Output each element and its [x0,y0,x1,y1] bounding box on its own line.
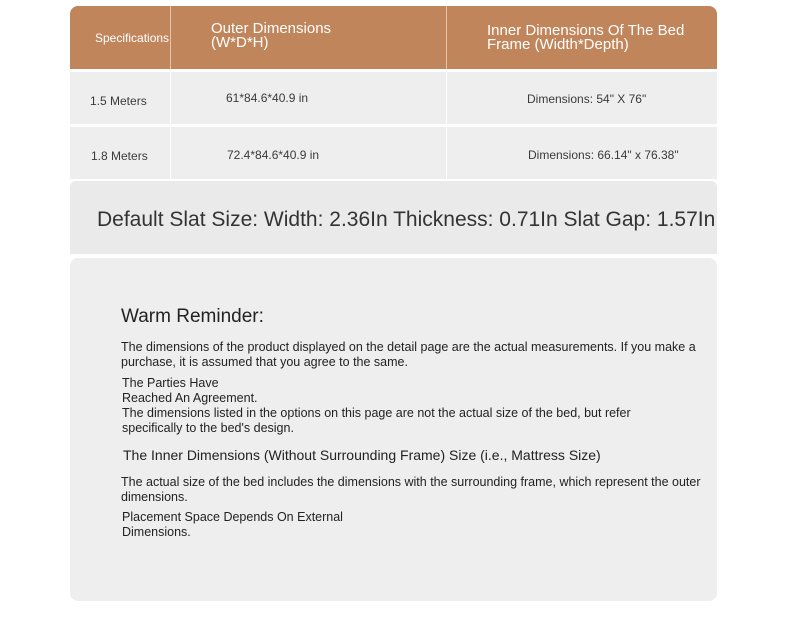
slat-size-banner [70,181,717,254]
reminder-line: Dimensions. [122,524,191,539]
header-cell-specifications [70,6,171,69]
table-row [70,127,717,179]
reminder-paragraph [122,376,322,405]
reminder-title: Warm Reminder: [121,306,264,327]
row-size: 1.8 Meters [91,149,148,163]
reminder-inner-dimensions-note: The Inner Dimensions (Without Surrounding Frame) Size (i.e., Mattress Size) [123,447,601,463]
row-inner-cell [447,127,717,179]
reminder-line: The Parties Have [122,376,219,390]
row-outer: 72.4*84.6*40.9 in [227,148,320,162]
row-size-cell [70,72,171,124]
header-inner-line1: Inner Dimensions Of The Bed [487,22,685,39]
row-outer: 61*84.6*40.9 in [226,91,309,105]
reminder-line: Placement Space Depends On External [122,510,343,524]
header-outer-line1: Outer Dimensions [211,20,332,37]
table-header [70,6,717,69]
row-inner: Dimensions: 66.14" x 76.38" [528,148,679,162]
header-inner-label [487,24,707,52]
row-inner: Dimensions: 54" X 76" [527,92,647,106]
reminder-paragraph [122,510,382,539]
reminder-paragraph: The dimensions listed in the options on this page are not the actual size of the bed, but refer specifically to the bed's design. [122,406,631,435]
slat-size-text: Default Slat Size: Width: 2.36In Thickness: 0.71In Slat Gap: 1.57In [97,208,716,231]
row-outer-cell [171,127,447,179]
warm-reminder-panel [70,258,717,601]
header-specifications-label: Specifications [95,31,170,45]
table-row [70,72,717,124]
reminder-paragraph: The dimensions of the product displayed on the detail page are the actual measurements. If you make a purchase, it is assumed that you agree to the same. [121,340,696,369]
header-cell-inner [447,6,717,69]
row-outer-cell [171,72,447,124]
header-inner-line2: Frame (Width*Depth) [487,36,629,53]
reminder-line: Reached An Agreement. [122,390,258,405]
reminder-paragraph: The actual size of the bed includes the dimensions with the surrounding frame, which represent the outer dimensions. [121,475,701,504]
row-size-cell [70,127,171,179]
header-outer-line2: (W*D*H) [211,34,269,51]
row-size: 1.5 Meters [90,94,147,108]
header-outer-label [211,22,411,50]
header-cell-outer [171,6,447,69]
row-inner-cell [447,72,717,124]
